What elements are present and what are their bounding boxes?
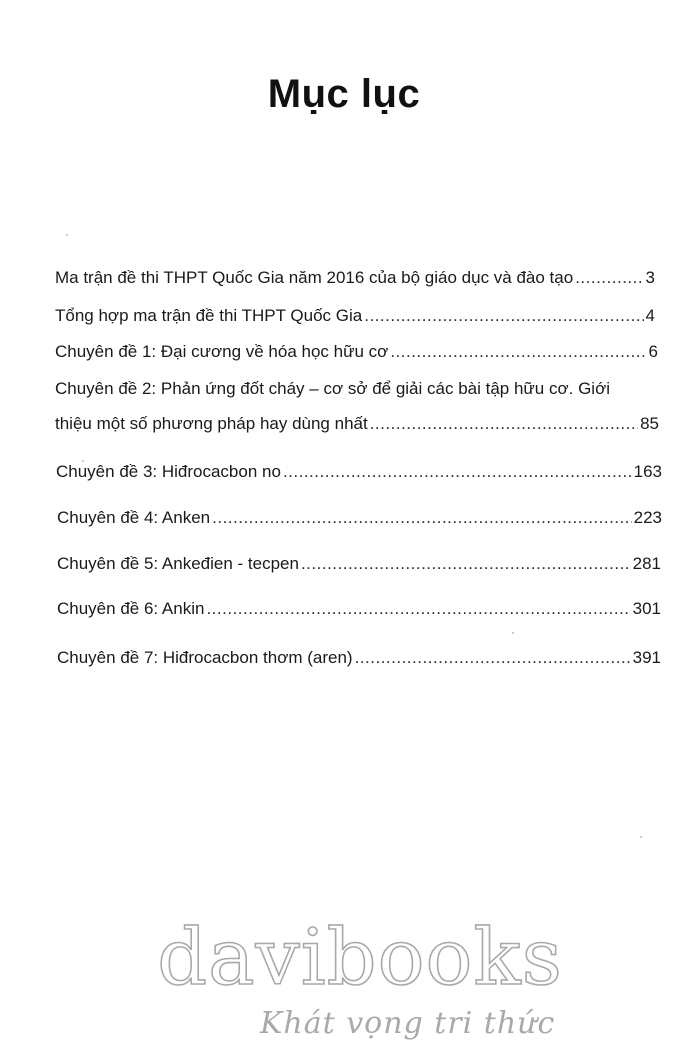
toc-dot-leader	[575, 268, 643, 288]
toc-entry-title: Chuyên đề 6: Ankin	[57, 599, 205, 618]
toc-dot-leader	[212, 508, 632, 528]
scan-speck	[82, 460, 84, 462]
toc-entry-page: 4	[645, 306, 655, 325]
toc-entry-page: 3	[645, 268, 655, 287]
scan-speck	[66, 234, 68, 236]
toc-entry	[57, 554, 661, 574]
toc-entry-page: 6	[648, 342, 658, 361]
toc-entry	[55, 306, 655, 326]
toc-dot-leader	[206, 599, 630, 619]
toc-entry-page: 391	[632, 648, 661, 667]
toc-entry-page: 85	[640, 414, 659, 433]
davibooks-watermark-logo	[150, 916, 570, 996]
toc-entry-title-line1: Chuyên đề 2: Phản ứng đốt cháy – cơ sở để giải các bài tập hữu cơ. Giới	[55, 379, 610, 398]
watermark-slogan: Khát vọng tri thức	[260, 1006, 556, 1041]
toc-entry-title: Ma trận đề thi THPT Quốc Gia năm 2016 của bộ giáo dục và đào tạo	[55, 268, 574, 287]
toc-entry-page: 163	[633, 462, 662, 481]
toc-dot-leader	[301, 554, 631, 574]
toc-entry	[57, 599, 661, 619]
toc-entry	[55, 268, 655, 288]
toc-dot-leader	[364, 306, 643, 326]
toc-entry-page: 223	[633, 508, 662, 527]
watermark-brand: davibooks	[157, 916, 563, 996]
toc-entry	[56, 462, 662, 482]
toc-entry-title: Chuyên đề 3: Hiđrocacbon no	[56, 462, 281, 481]
toc-dot-leader	[390, 342, 646, 362]
toc-entry	[57, 508, 662, 528]
toc-entry-title: Chuyên đề 4: Anken	[57, 508, 211, 527]
toc-entry-title: thiệu một số phương pháp hay dùng nhất	[55, 414, 368, 433]
toc-entry-title: Tổng hợp ma trận đề thi THPT Quốc Gia	[55, 306, 363, 325]
toc-entry-title: Chuyên đề 7: Hiđrocacbon thơm (aren)	[57, 648, 353, 667]
toc-entry-page: 281	[632, 554, 661, 573]
page-title: Mục lục	[267, 72, 421, 116]
toc-entry-page: 301	[632, 599, 661, 618]
scan-speck	[512, 632, 514, 634]
toc-entry	[55, 414, 659, 434]
toc-entry	[55, 342, 658, 362]
toc-entry	[57, 648, 661, 668]
toc-entry-title: Chuyên đề 5: Ankeđien - tecpen	[57, 554, 299, 573]
toc-entry-title: Chuyên đề 1: Đại cương về hóa học hữu cơ	[55, 342, 389, 361]
toc-dot-leader	[355, 648, 631, 668]
toc-dot-leader	[283, 462, 632, 482]
toc-dot-leader	[370, 414, 638, 434]
scan-speck	[640, 836, 642, 838]
